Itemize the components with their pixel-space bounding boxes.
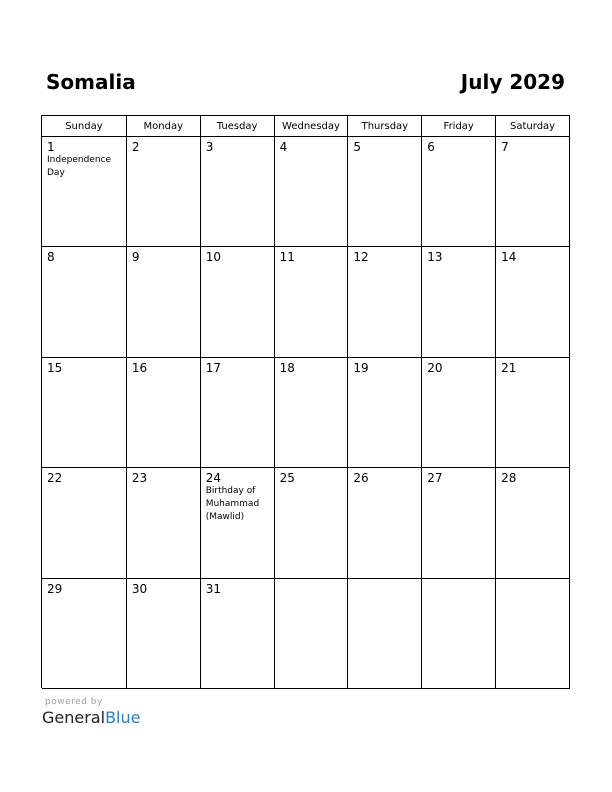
day-number: 1	[47, 140, 55, 154]
day-number: 17	[205, 360, 221, 375]
weekday-header: Friday	[422, 116, 496, 137]
day-cell	[348, 579, 422, 689]
week-row	[42, 137, 570, 247]
day-cell	[201, 247, 275, 357]
day-number: 23	[131, 471, 148, 486]
day-number: 3	[205, 140, 214, 154]
day-number: 12	[353, 250, 369, 265]
day-number: 18	[279, 360, 295, 375]
day-number: 31	[205, 581, 221, 596]
day-cell	[496, 579, 570, 689]
day-cell	[42, 358, 127, 468]
holiday-label: Independence Day	[47, 155, 112, 178]
day-number: 26	[353, 471, 369, 486]
holiday-label: Birthday of Muhammad (Mawlid)	[205, 486, 260, 523]
day-cell	[275, 579, 349, 689]
day-cell	[201, 358, 275, 468]
day-number: 8	[47, 250, 55, 265]
day-number: 29	[47, 581, 63, 596]
day-cell	[275, 468, 349, 578]
day-number: 11	[279, 250, 295, 265]
day-number: 7	[501, 140, 509, 154]
day-cell	[201, 137, 275, 247]
day-cell	[42, 137, 127, 247]
day-cell	[422, 579, 496, 689]
day-number: 27	[427, 471, 443, 486]
generalblue-logo[interactable]	[42, 708, 140, 727]
day-number: 22	[47, 471, 63, 486]
day-cell	[127, 358, 201, 468]
day-cell	[348, 137, 422, 247]
week-row	[42, 358, 570, 468]
weekday-header: Sunday	[42, 116, 127, 137]
day-number: 19	[353, 360, 369, 375]
day-number: 4	[279, 140, 288, 154]
day-cell	[42, 468, 127, 578]
day-number: 6	[427, 140, 435, 154]
day-cell	[127, 468, 201, 578]
powered-by-text: powered by	[45, 697, 103, 707]
week-row	[42, 247, 570, 357]
day-cell	[42, 579, 127, 689]
day-number: 2	[131, 140, 140, 154]
day-cell	[496, 137, 570, 247]
day-number: 15	[47, 360, 63, 375]
weekday-header: Wednesday	[275, 116, 349, 137]
day-cell	[496, 247, 570, 357]
day-number: 16	[131, 360, 148, 375]
day-cell	[422, 247, 496, 357]
logo-text-general: General	[42, 708, 106, 727]
weekday-header: Tuesday	[201, 116, 275, 137]
day-number: 5	[353, 140, 362, 154]
day-cell	[496, 358, 570, 468]
day-cell	[422, 137, 496, 247]
day-number: 10	[205, 250, 221, 265]
day-number: 24	[205, 471, 221, 486]
day-number: 30	[131, 581, 148, 596]
weekday-header-row	[42, 116, 570, 137]
day-cell	[127, 247, 201, 357]
day-cell	[42, 247, 127, 357]
logo-text-blue: Blue	[105, 708, 141, 727]
calendar-grid	[41, 115, 570, 688]
day-cell	[201, 579, 275, 689]
day-cell	[127, 579, 201, 689]
day-cell	[496, 468, 570, 578]
week-row	[42, 468, 570, 578]
day-cell	[422, 358, 496, 468]
day-number: 13	[427, 250, 443, 265]
day-cell	[422, 468, 496, 578]
calendar-title-country: Somalia	[46, 70, 136, 94]
day-cell	[127, 137, 201, 247]
day-cell	[348, 247, 422, 357]
day-cell	[201, 468, 275, 578]
calendar-title-month: July 2029	[460, 70, 565, 94]
day-cell	[348, 468, 422, 578]
day-number: 25	[279, 471, 295, 486]
weekday-header: Thursday	[348, 116, 422, 137]
day-cell	[275, 247, 349, 357]
day-number: 14	[501, 250, 517, 265]
day-cell	[348, 358, 422, 468]
week-row	[42, 579, 570, 689]
day-number: 9	[131, 250, 140, 265]
day-number: 20	[427, 360, 443, 375]
day-cell	[275, 358, 349, 468]
day-number: 28	[501, 471, 517, 486]
day-number: 21	[501, 360, 517, 375]
day-cell	[275, 137, 349, 247]
weekday-header: Monday	[127, 116, 201, 137]
weekday-header: Saturday	[496, 116, 570, 137]
